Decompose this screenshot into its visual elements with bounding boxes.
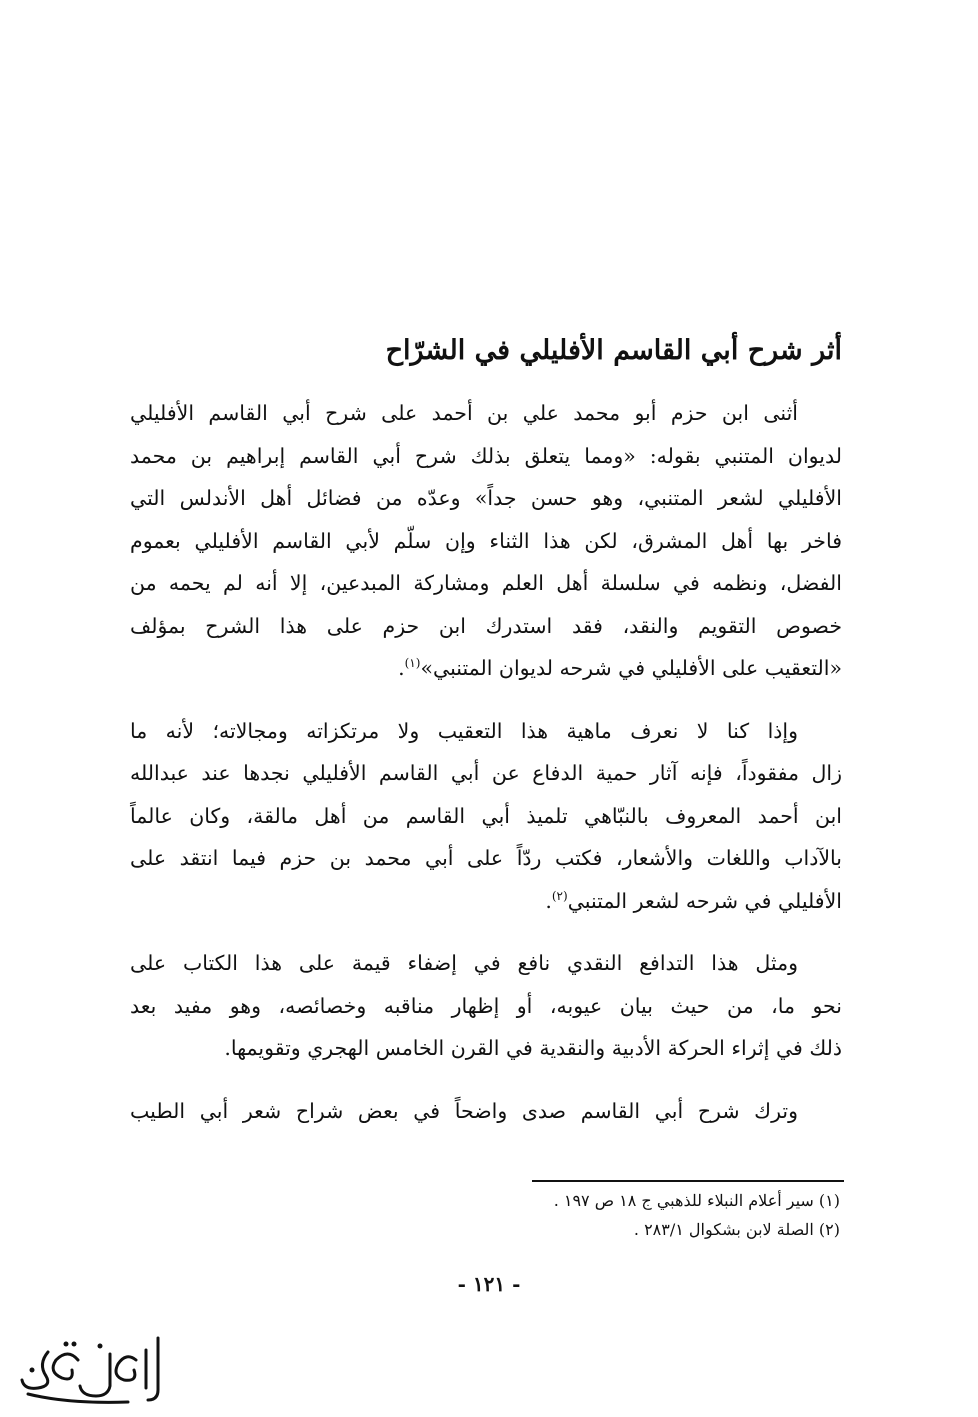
text-line: بالآداب واللغات والأشعار، فكتب ردّاً على أبي محمد بن حزم فيما انتقد على [130,846,842,870]
text-line: فاخر بها أهل المشرق، لكن هذا الثناء وإن سلّم لأبي القاسم الأفليلي بعموم [130,528,842,553]
text-line: ذلك في إثراء الحركة الأدبية والنقدية في القرن الخامس الهجري وتقويمها. [224,1036,842,1060]
text-line: الفضل، ونظمه في سلسلة أهل العلم ومشاركة المبدعين، إلا أنه لم يحمه من [130,571,842,595]
paragraph-4 [130,1090,842,1133]
text-line: خصوص التقويم والنقد، فقد استدرك ابن حزم على هذا الشرح بمؤلف [130,613,842,638]
section-heading: أثر شرح أبي القاسم الأفليلي في الشرّاح [385,335,842,366]
calligraphy-seal-logo [8,1330,168,1410]
text-line: وترك شرح أبي القاسم صدى واضحاً في بعض شراح شعر أبي الطيب [130,1098,798,1123]
text-line: ابن أحمد المعروف بالنبّاهي تلميذ أبي القاسم من أهل مالقة، وكان عالماً [130,803,842,828]
text-line-content: الأفليلي في شرحه لشعر المتنبي [567,888,842,913]
sentence-end: . [398,656,405,680]
footnote-separator [532,1180,844,1182]
text-line: الأفليلي لشعر المتنبي، وهو حسن جداً» وعدّه من فضائل أهل الأندلس التي [130,486,842,510]
footnote-1: (١) سير أعلام النبلاء للذهبي ج ١٨ ص ١٩٧ . [553,1191,840,1210]
text-line: أثنى ابن حزم أبو محمد علي بن أحمد على شرح أبي القاسم الأفليلي [130,401,798,425]
text-line [130,647,842,690]
footnote-ref-1: (١) [404,656,421,671]
text-line [130,880,842,923]
page-number: - ١٢١ - [457,1272,521,1296]
body-text [130,392,842,1152]
text-line: زال مفقوداً، فإنه آثار حمية الدفاع عن أبي القاسم الأفليلي نجدها عند عبدالله [130,761,842,785]
text-line: لديوان المتنبي بقوله: «ومما يتعلق بذلك شرح أبي القاسم إبراهيم بن محمد [130,443,842,468]
paragraph-3 [130,942,842,1070]
sentence-end: . [545,888,552,913]
paragraph-1 [130,392,842,690]
footnote-2: (٢) الصلة لابن بشكوال ٢٨٣/١ . [633,1220,840,1239]
text-line: ومثل هذا التدافع النقدي نافع في إضفاء قيمة على هذا الكتاب على [130,951,798,975]
paragraph-2 [130,710,842,923]
footnotes [140,1186,840,1244]
text-line: وإذا كنا لا نعرف ماهية هذا التعقيب ولا مرتكزاته ومجالاته؛ لأنه ما [130,718,798,743]
text-line-content: «التعقيب على الأفليلي في شرحه لديوان المتنبي» [420,656,842,680]
footnote-ref-2: (٢) [551,888,568,903]
text-line: نحو ما، من حيث بيان عيوبه، أو إظهار مناقبه وخصائصه، وهو مفيد بعد [130,993,842,1018]
